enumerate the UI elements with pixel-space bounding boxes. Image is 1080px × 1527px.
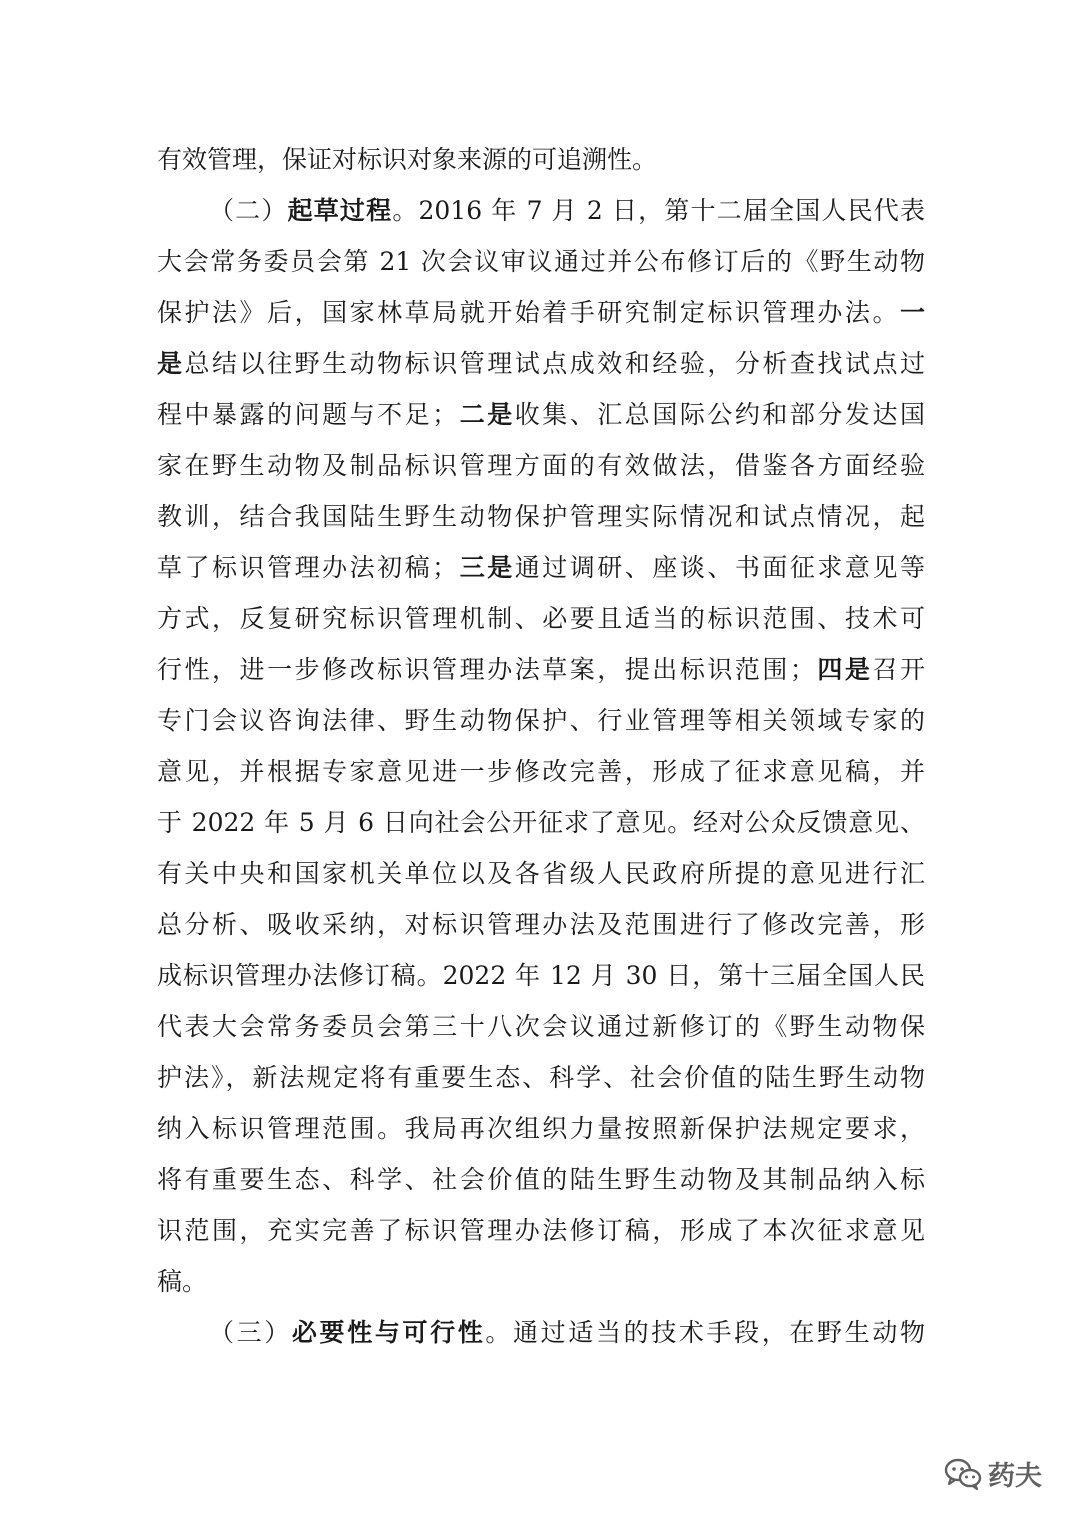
text-segment: 家在野生动物及制品标识管理方面的有效做法，借鉴各方面经验 <box>157 451 925 480</box>
text-segment: 护法》，新法规定将有重要生态、科学、社会价值的陆生野生动物 <box>157 1063 925 1092</box>
text-segment: 草了标识管理办法初稿； <box>157 553 458 582</box>
text-line <box>157 1154 925 1205</box>
text-line <box>157 1205 925 1256</box>
text-line <box>157 797 925 848</box>
text-line <box>157 542 925 593</box>
bold-text-segment: 是 <box>157 349 185 378</box>
text-segment: 收集、汇总国际公约和部分发达国 <box>514 400 925 429</box>
text-segment: 总结以往野生动物标识管理试点成效和经验，分析查找试点过 <box>184 349 925 378</box>
text-line <box>157 848 925 899</box>
text-segment: 于 2022 年 5 月 6 日向社会公开征求了意见。经对公众反馈意见、 <box>157 808 925 837</box>
text-line <box>157 134 925 185</box>
bold-text-segment: 四是 <box>814 655 873 684</box>
text-line <box>157 389 925 440</box>
text-segment: 有关中央和国家机关单位以及各省级人民政府所提的意见进行汇 <box>157 859 925 888</box>
text-segment: 纳入标识管理范围。我局再次组织力量按照新保护法规定要求， <box>157 1114 925 1143</box>
bold-text-segment: 起草过程 <box>287 196 393 225</box>
text-line <box>157 1307 925 1358</box>
text-line <box>157 1103 925 1154</box>
text-line <box>157 1001 925 1052</box>
text-line <box>157 287 925 338</box>
text-line <box>157 338 925 389</box>
text-segment: 召开 <box>872 655 925 684</box>
text-line <box>157 491 925 542</box>
text-segment: 代表大会常务委员会第三十八次会议通过新修订的《野生动物保 <box>157 1012 925 1041</box>
text-line <box>157 1052 925 1103</box>
wechat-icon <box>944 1458 982 1490</box>
text-line <box>157 1256 925 1307</box>
text-segment: 教训，结合我国陆生野生动物保护管理实际情况和试点情况，起 <box>157 502 925 531</box>
text-line <box>157 746 925 797</box>
text-line <box>157 899 925 950</box>
text-segment: 。2016 年 7 月 2 日，第十二届全国人民代表 <box>392 196 925 225</box>
bold-text-segment: 二是 <box>457 400 515 429</box>
text-segment: 。通过适当的技术手段，在野生动物 <box>485 1318 925 1347</box>
text-segment: 行性，进一步修改标识管理办法草案，提出标识范围； <box>157 655 815 684</box>
text-line <box>157 695 925 746</box>
text-segment: 成标识管理办法修订稿。2022 年 12 月 30 日，第十三届全国人民 <box>157 961 925 990</box>
text-segment: 大会常务委员会第 21 次会议审议通过并公布修订后的《野生动物 <box>157 247 925 276</box>
text-segment: 方式，反复研究标识管理机制、必要且适当的标识范围、技术可 <box>157 604 925 633</box>
watermark-text: 药夫 <box>988 1461 1042 1492</box>
text-segment: 识范围，充实完善了标识管理办法修订稿，形成了本次征求意见 <box>157 1216 925 1245</box>
text-segment: 将有重要生态、科学、社会价值的陆生野生动物及其制品纳入标 <box>157 1165 925 1194</box>
text-line <box>157 185 925 236</box>
text-segment: （二） <box>209 196 288 225</box>
bold-text-segment: 必要性与可行性 <box>291 1318 486 1347</box>
text-segment: （三） <box>209 1318 292 1347</box>
text-segment: 保护法》后，国家林草局就开始着手研究制定标识管理办法。 <box>157 298 900 327</box>
watermark <box>944 1454 1042 1493</box>
document-body <box>157 134 925 1358</box>
text-line <box>157 236 925 287</box>
bold-text-segment: 三是 <box>457 553 515 582</box>
text-line <box>157 440 925 491</box>
text-line <box>157 950 925 1001</box>
text-segment: 意见，并根据专家意见进一步修改完善，形成了征求意见稿，并 <box>157 757 925 786</box>
bold-text-segment: 一 <box>899 298 925 327</box>
text-line <box>157 644 925 695</box>
text-segment: 总分析、吸收采纳，对标识管理办法及范围进行了修改完善，形 <box>157 910 925 939</box>
text-segment: 有效管理，保证对标识对象来源的可追溯性。 <box>157 145 658 174</box>
text-segment: 通过调研、座谈、书面征求意见等 <box>514 553 925 582</box>
text-line <box>157 593 925 644</box>
text-segment: 专门会议咨询法律、野生动物保护、行业管理等相关领域专家的 <box>157 706 925 735</box>
text-segment: 稿。 <box>157 1267 208 1296</box>
text-segment: 程中暴露的问题与不足； <box>157 400 458 429</box>
